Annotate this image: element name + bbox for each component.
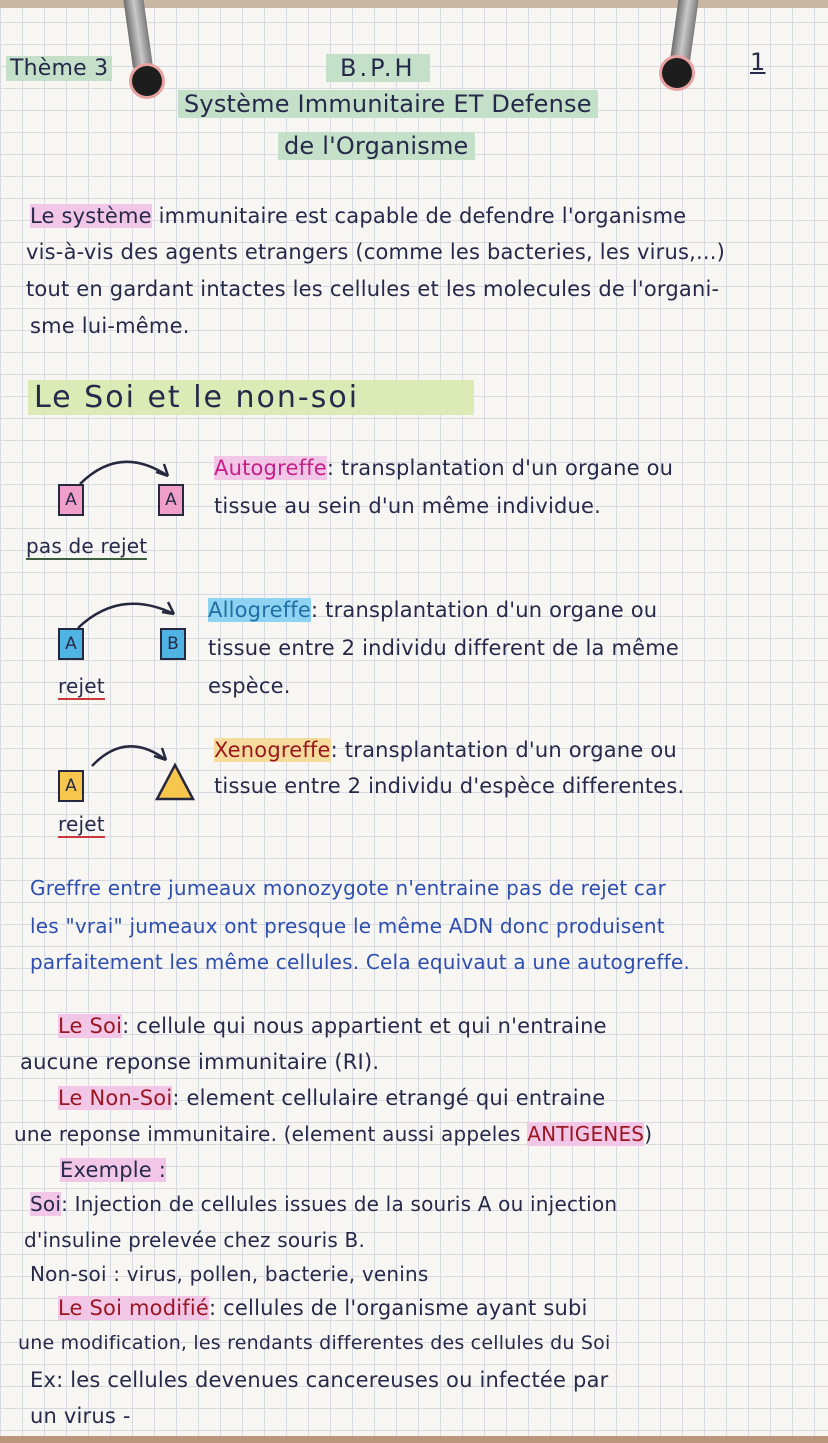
nonsoi-def-2-close: ): [644, 1122, 653, 1146]
nonsoi-example: Non-soi : virus, pollen, bacterie, venins: [30, 1262, 429, 1286]
twins-line-3: parfaitement les même cellules. Cela equivaut a une autogreffe.: [30, 950, 690, 974]
soi-example-term: Soi: [30, 1192, 62, 1216]
nonsoi-def-2-text: une reponse immunitaire. (element aussi appeles: [14, 1122, 528, 1146]
example-label: Exemple :: [60, 1158, 167, 1182]
soi-def-line-2: aucune reponse immunitaire (RI).: [20, 1050, 380, 1074]
theme-label: Thème 3: [6, 56, 112, 81]
twins-line-2: les "vrai" jumeaux ont presque le même ADN donc produisent: [30, 914, 665, 938]
nonsoi-term: Le Non-Soi: [58, 1086, 173, 1110]
graft-2-def-line-3: espèce.: [208, 674, 291, 698]
intro-line-4: sme lui-même.: [30, 314, 190, 338]
twins-line-1: Greffre entre jumeaux monozygote n'entraine pas de rejet car: [30, 876, 667, 900]
xenogreffe-term: Xenogreffe: [214, 738, 331, 762]
graft-2-def-line-2: tissue entre 2 individu different de la même: [208, 636, 680, 660]
section-title: Le Soi et le non-soi: [28, 380, 474, 415]
page-number: 1: [750, 48, 766, 76]
graft-2-def-line-1: [208, 598, 657, 622]
tissue-box-b: B: [160, 628, 186, 660]
binder-ring-left: [123, 0, 154, 73]
soi-term: Le Soi: [58, 1014, 123, 1038]
triangle-species-icon: [154, 762, 196, 802]
page-bottom-edge: [0, 1436, 828, 1443]
tissue-box-a: A: [58, 628, 84, 660]
nonsoi-def-line-2: [14, 1122, 652, 1146]
modified-def-line-2: une modification, les rendants differentes des cellules du Soi: [18, 1332, 611, 1354]
graft-2-def-1-text: : transplantation d'un organe ou: [311, 598, 658, 622]
modified-def-line-1: [58, 1296, 588, 1320]
transfer-arrow-2: [70, 592, 190, 632]
graft-3-def-line-2: tissue entre 2 individu d'espèce differentes.: [214, 774, 685, 798]
transfer-arrow-1: [70, 448, 180, 488]
soi-def-1-text: : cellule qui nous appartient et qui n'entraine: [122, 1014, 607, 1038]
graft-3-def-line-1: [214, 738, 677, 762]
binder-hole-right: [662, 58, 692, 88]
soi-example-1-text: : Injection de cellules issues de la souris A ou injection: [61, 1192, 618, 1216]
soi-example-line-1: [30, 1192, 617, 1216]
graft-1-def-line-1: [214, 456, 673, 480]
graft-3-caption: rejet: [58, 812, 105, 836]
tissue-box-a: A: [58, 484, 84, 516]
tissue-box-a-recipient: A: [158, 484, 184, 516]
graft-3-def-1-text: : transplantation d'un organe ou: [330, 738, 677, 762]
modified-soi-term: Le Soi modifié: [58, 1296, 210, 1320]
soi-def-line-1: [58, 1014, 607, 1038]
binder-hole-left: [132, 66, 162, 96]
subject-label: B.P.H: [326, 54, 430, 82]
graft-1-def-1-text: : transplantation d'un organe ou: [326, 456, 674, 480]
soi-example-line-2: d'insuline prelevée chez souris B.: [24, 1228, 366, 1252]
nonsoi-def-1-text: : element cellulaire etrangé qui entraine: [172, 1086, 606, 1110]
intro-highlight: Le système: [30, 204, 152, 228]
intro-line-2: vis-à-vis des agents etrangers (comme les bacteries, les virus,...): [26, 240, 726, 264]
modified-def-1-text: : cellules de l'organisme ayant subi: [209, 1296, 588, 1320]
graft-1-caption: pas de rejet: [26, 534, 148, 558]
title-line-2: de l'Organisme: [278, 132, 475, 160]
tissue-box-a: A: [58, 770, 84, 802]
title-line-1: Système Immunitaire ET Defense: [178, 90, 598, 118]
antigenes-term: ANTIGENES: [527, 1122, 645, 1146]
modified-def-line-3: Ex: les cellules devenues cancereuses ou infectée par: [30, 1368, 609, 1392]
intro-line-3: tout en gardant intactes les cellules et les molecules de l'organi-: [26, 277, 720, 301]
nonsoi-def-line-1: [58, 1086, 605, 1110]
intro-line-1-rest: immunitaire est capable de defendre l'organisme: [151, 204, 687, 228]
graft-1-def-line-2: tissue au sein d'un même individue.: [214, 494, 602, 518]
autogreffe-term: Autogreffe: [214, 456, 327, 480]
modified-def-line-4: un virus -: [30, 1404, 131, 1428]
graft-2-caption: rejet: [58, 674, 105, 698]
allogreffe-term: Allogreffe: [208, 598, 312, 622]
intro-line-1: [30, 204, 686, 228]
